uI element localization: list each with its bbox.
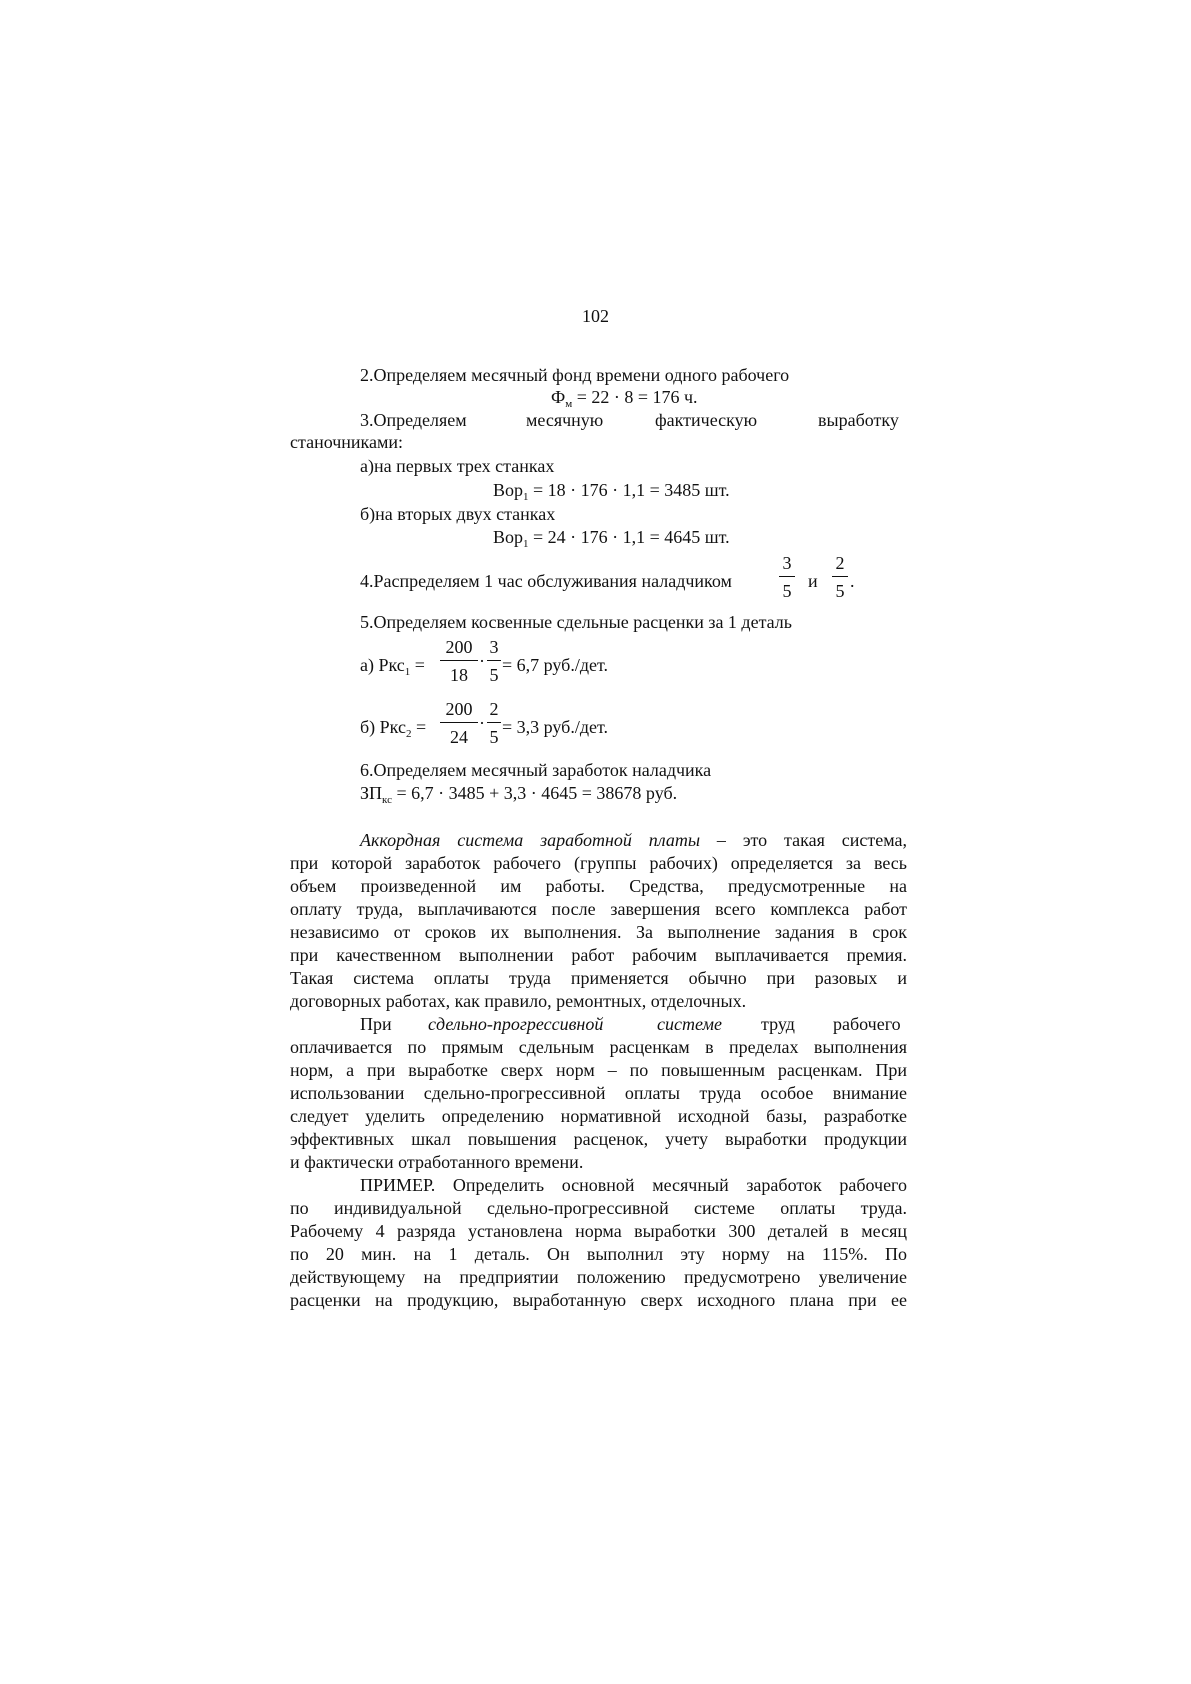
step5-b-fraction-2: 2 5: [487, 699, 501, 747]
step4-fraction-2: 2 5: [832, 553, 848, 601]
step3-b-label: б)на вторых двух станках: [360, 504, 556, 524]
step2-text: 2.Определяем месячный фонд времени одного рабочего: [360, 365, 790, 385]
para3-line-4: по 20 мин. на 1 деталь. Он выполнил эту норму на 115%. По: [290, 1244, 907, 1264]
para1-line-8: договорных работах, как правило, ремонтных, отделочных.: [290, 991, 747, 1011]
step5-a-fraction-2: 3 5: [487, 637, 501, 685]
para1-line-7: Такая система оплаты труда применяется обычно при разовых и: [290, 968, 907, 988]
step4-text: 4.Распределяем 1 час обслуживания наладчиком: [360, 571, 732, 591]
para1-line-4: оплату труда, выплачиваются после завершения всего комплекса работ: [290, 899, 907, 919]
para1-line-1: Аккордная система заработной платы – это такая система,: [360, 830, 907, 850]
para2-line-4: использовании сдельно-прогрессивной оплаты труда особое внимание: [290, 1083, 907, 1103]
para3-line-1: ПРИМЕР. Определить основной месячный заработок рабочего: [360, 1175, 907, 1195]
para2-line-5: следует уделить определению нормативной исходной базы, разработке: [290, 1106, 907, 1126]
step4-end: .: [850, 571, 855, 591]
step5-a-dot: ·: [479, 651, 485, 671]
para3-line-6: расценки на продукцию, выработанную сверх исходного плана при ее: [290, 1290, 907, 1310]
para2-line-6: эффективных шкал повышения расценок, учету выработки продукции: [290, 1129, 907, 1149]
para2-line-3: норм, а при выработке сверх норм – по повышенным расценкам. При: [290, 1060, 907, 1080]
para3-line-5: действующему на предприятии положению предусмотрено увеличение: [290, 1267, 907, 1287]
step3-word-1: 3.Определяем: [360, 410, 467, 430]
step5-b-fraction-1: 200 24: [440, 699, 478, 747]
step3-word-3: фактическую: [655, 410, 758, 430]
step6-text: 6.Определяем месячный заработок наладчика: [360, 760, 712, 780]
step5-text: 5.Определяем косвенные сдельные расценки за 1 деталь: [360, 612, 792, 632]
para2-word-3: системе: [657, 1014, 722, 1034]
para2-word-5: рабочего: [833, 1014, 901, 1034]
step3-word-2: месячную: [526, 410, 604, 430]
para2-word-2: сдельно-прогрессивной: [428, 1014, 604, 1034]
page-number: 102: [582, 306, 609, 326]
step4-conjunction: и: [808, 571, 818, 591]
step5-b-lhs: б) Ркс$_2$ =: [360, 717, 427, 740]
step3-word-4: выработку: [818, 410, 899, 430]
step2-formula: $Ф_м = 22 \cdot 8 = 176$ ч.: [551, 387, 698, 410]
step5-a-result: = 6,7 руб./дет.: [502, 655, 608, 675]
step5-b-dot: ·: [479, 713, 485, 733]
para2-word-4: труд: [761, 1014, 795, 1034]
step5-a-fraction-1: 200 18: [440, 637, 478, 685]
para1-line-5: независимо от сроков их выполнения. За выполнение задания в срок: [290, 922, 907, 942]
step4-fraction-1: 3 5: [779, 553, 795, 601]
step3-continuation: станочниками:: [290, 432, 404, 452]
para2-word-1: При: [360, 1014, 392, 1034]
para1-line-2: при которой заработок рабочего (группы рабочих) определяется за весь: [290, 853, 907, 873]
step5-a-lhs: а) Ркс$_1$ =: [360, 655, 425, 678]
para1-line-6: при качественном выполнении работ рабочим выплачивается премия.: [290, 945, 907, 965]
para3-line-2: по индивидуальной сдельно-прогрессивной системе оплаты труда.: [290, 1198, 907, 1218]
para3-line-3: Рабочему 4 разряда установлена норма выработки 300 деталей в месяц: [290, 1221, 907, 1241]
para2-line-2: оплачивается по прямым сдельным расценкам в пределах выполнения: [290, 1037, 907, 1057]
para2-line-7: и фактически отработанного времени.: [290, 1152, 584, 1172]
step3-b-formula: Вор$_1$ = 24 · 176 · 1,1 = 4645 шт.: [493, 527, 730, 550]
step3-a-label: а)на первых трех станках: [360, 456, 555, 476]
step3-a-formula: Вор$_1$ = 18 · 176 · 1,1 = 3485 шт.: [493, 480, 730, 503]
step6-formula: $ЗП_{кс} = 6,7 \cdot 3485 + 3,3 \cdot 4645 = 38678$ руб.: [360, 783, 678, 806]
step5-b-result: = 3,3 руб./дет.: [502, 717, 608, 737]
para1-line-3: объем произведенной им работы. Средства, предусмотренные на: [290, 876, 907, 896]
